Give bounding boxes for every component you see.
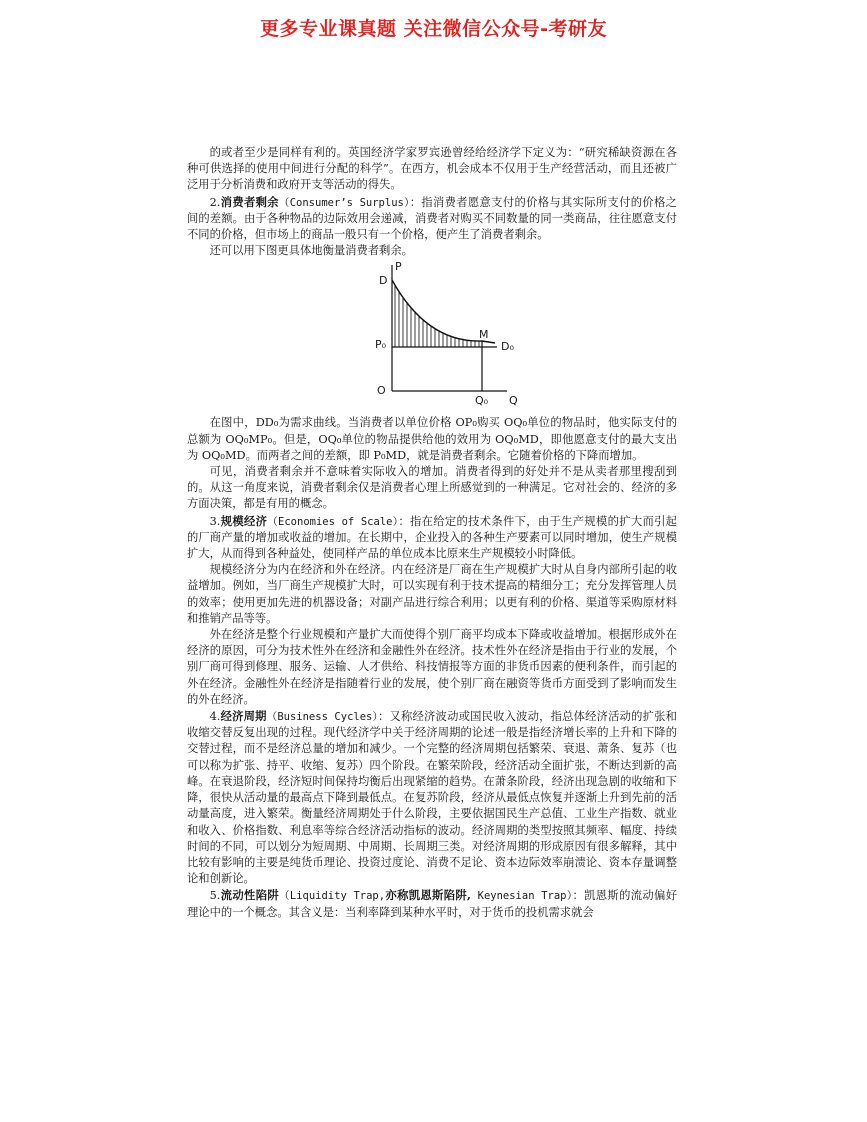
term-title: 规模经济 [220,513,268,528]
label-p: P [395,260,402,274]
label-m: M [479,328,489,342]
term-english: （Economies of Scale） [267,515,399,528]
item-number: 5. [209,889,221,903]
term-english: （Business Cycles） [266,711,379,724]
term-definition: ：指消费者愿意支付的价格与其实际所支付的价格之间的差额。由于各种物品的边际效用会递减，消费者对购买不同数量的同一类商品，往往愿意支付不同的价格，但市场上的商品一般只有一个价格，便产生了消费者剩余。 [187,195,677,242]
paragraph-economies-of-scale [187,513,677,563]
label-q0: Q₀ [475,394,489,408]
item-number: 3. [209,514,221,528]
paragraph-consumer-surplus [187,194,677,244]
term-english: （Liquidity Trap, [279,890,386,903]
term-alias: 亦称凯恩斯陷阱, [385,888,471,903]
label-d: D [379,274,388,288]
term-definition: ：凯恩斯的流动偏好理论中的一个概念。其含义是：当利率降到某种水平时，对于货币的投机需求就会 [187,889,677,919]
label-o: O [377,384,386,398]
consumer-surplus-figure [187,260,677,413]
paragraph-liquidity-trap [187,887,677,920]
term-title: 流动性陷阱 [220,888,280,903]
term-definition: ：指在给定的技术条件下，由于生产规模的扩大而引起的厂商产量的增加或收益的增加。在长期中，企业投入的各种生产要素可以同时增加，使生产规模扩大，从而得到各种益处，使同样产品的单位成本比原来生产规模较小时降低。 [187,514,677,561]
label-p0: P₀ [375,338,387,352]
label-q: Q [509,394,518,408]
paragraph-internal-economies: 规模经济分为内在经济和外在经济。内在经济是厂商在生产规模扩大时从自身内部所引起的收益增加。例如，当厂商生产规模扩大时，可以实现有利于技术提高的精细分工；充分发挥管理人员的效率；使用更加先进的机器设备；对副产品进行综合利用；以更有利的价格、渠道等采购原材料和推销产品等等。 [187,563,677,625]
item-number: 4. [209,710,221,724]
paragraph-figure-explanation: 在图中，DD₀为需求曲线。当消费者以单位价格 OP₀购买 OQ₀单位的物品时，他实际支付的总额为 OQ₀MP₀。但是，OQ₀单位的物品提供给他的效用为 OQ₀MD，即他愿意支付的最大支出为 OQ₀MD。而两者之间的差额，即 P₀MD，就是消费者剩余。它随着价格的下降而增加。 [187,416,677,462]
paragraph-figure-intro: 还可以用下图更具体地衡量消费者剩余。 [209,244,413,258]
term-definition: ：又称经济波动或国民收入波动，指总体经济活动的扩张和收缩交替反复出现的过程。现代经济学中关于经济周期的论述一般是指经济增长率的上升和下降的交替过程，而不是经济总量的增加和减少。一个完整的经济周期包括繁荣、衰退、萧条、复苏（也可以称为扩张、持平、收缩、复苏）四个阶段。在繁荣阶段，经济活动全面扩张，不断达到新的高峰。在衰退阶段，经济短时间保持均衡后出现紧缩的趋势。在萧条阶段，经济出现急剧的收缩和下降，很快从活动量的最高点下降到最低点。在复苏阶段，经济从最低点恢复并逐渐上升到先前的活动量高度，进入繁荣。衡量经济周期处于什么阶段，主要依据国民生产总值、工业生产指数、就业和收入、价格指数、利息率等综合经济活动指标的波动。经济周期的类型按照其频率、幅度、持续时间的不同，可以划分为短周期、中周期、长周期三类。对经济周期的形成原因有很多解释，其中比较有影响的主要是纯货币理论、投资过度论、消费不足论、资本边际效率崩溃论、资本存量调整论和创新论。 [187,710,677,886]
watermark-header: 更多专业课真题 关注微信公众号-考研友 [259,18,607,40]
paragraph-business-cycles [187,708,677,887]
label-d0: D₀ [501,340,514,354]
term-title: 消费者剩余 [220,194,279,209]
document-body [187,145,677,921]
term-title: 经济周期 [220,709,267,724]
item-number: 2. [209,195,221,209]
demand-curve-diagram [187,260,677,413]
term-english: （Consumer’s Surplus） [278,196,410,209]
paragraph-surplus-meaning: 可见，消费者剩余并不意味着实际收入的增加。消费者得到的好处并不是从卖者那里搜刮到的。从这一角度来说，消费者剩余仅是消费者心理上所感觉到的一种满足。它对社会的、经济的多方面决策，都是有用的概念。 [187,465,677,511]
paragraph-external-economies: 外在经济是整个行业规模和产量扩大而使得个别厂商平均成本下降或收益增加。根据形成外在经济的原因，可分为技术性外在经济和金融性外在经济。技术性外在经济是指由于行业的发展，个别厂商可得到修理、服务、运输、人才供给、科技情报等方面的非货币因素的便利条件，而引起的外在经济。金融性外在经济是指随着行业的发展，使个别厂商在融资等货币方面受到了影响而发生的外在经济。 [187,628,677,706]
term-english-alias: Keynesian Trap） [470,890,573,903]
paragraph-opportunity-cost: 的或者至少是同样有利的。英国经济学家罗宾逊曾经给经济学下定义为：“研究稀缺资源在各种可供选择的使用中间进行分配的科学”。在西方，机会成本不仅用于生产经营活动，而且还被广泛用于分析消费和政府开支等活动的得失。 [187,146,677,192]
surplus-hatching [395,273,479,347]
